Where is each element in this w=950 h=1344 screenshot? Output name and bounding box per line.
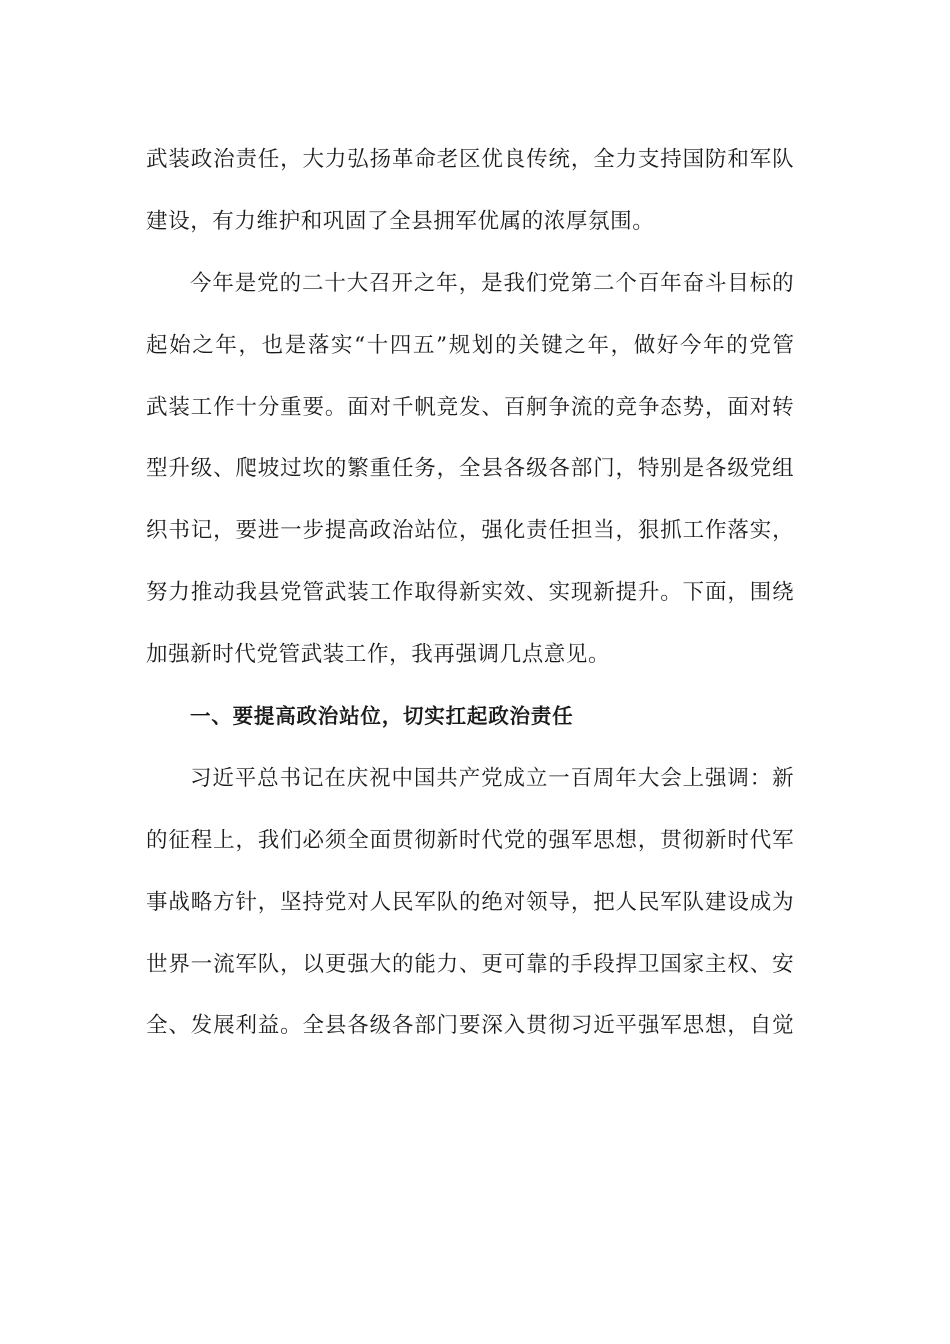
paragraph-line: 织 书 记 ， 要 进 一 步 提 高 政 治 站 位 ， 强 化 责 任 担 当 ， 狠 抓 工 作 落 实 ， bbox=[146, 518, 794, 544]
paragraph-line: 的 征 程 上 ， 我 们 必 须 全 面 贯 彻 新 时 代 党 的 强 军 思 想 ， 贯 彻 新 时 代 军 bbox=[146, 827, 794, 853]
paragraph-line: 今 年 是 党 的 二 十 大 召 开 之 年 ， 是 我 们 党 第 二 个 百 年 奋 斗 目 标 的 bbox=[190, 270, 794, 296]
paragraph-line: 起 始 之 年 ， 也 是 落 实 “ 十 四 五 ” 规 划 的 关 键 之 年 ， 做 好 今 年 的 党 管 bbox=[146, 332, 794, 358]
paragraph-line: 世 界 一 流 军 队 ， 以 更 强 大 的 能 力 、 更 可 靠 的 手 段 捍 卫 国 家 主 权 、 安 bbox=[146, 951, 794, 977]
paragraph-line: 建设，有力维护和巩固了全县拥军优属的浓厚氛围。 bbox=[146, 208, 655, 234]
paragraph-line: 全 、 发 展 利 益 。 全 县 各 级 各 部 门 要 深 入 贯 彻 习 近 平 强 军 思 想 ， 自 觉 bbox=[146, 1013, 794, 1039]
paragraph-line: 武 装 工 作 十 分 重 要 。 面 对 千 帆 竞 发 、 百 舸 争 流 的 竞 争 态 势 ， 面 对 转 bbox=[146, 394, 794, 420]
document-body bbox=[146, 129, 794, 1057]
paragraph-line: 习 近 平 总 书 记 在 庆 祝 中 国 共 产 党 成 立 一 百 周 年 大 会 上 强 调 ： 新 bbox=[190, 765, 794, 791]
paragraph-line: 武 装 政 治 责 任 ， 大 力 弘 扬 革 命 老 区 优 良 传 统 ， 全 力 支 持 国 防 和 军 队 bbox=[146, 147, 794, 172]
paragraph-line: 事 战 略 方 针 ， 坚 持 党 对 人 民 军 队 的 绝 对 领 导 ， 把 人 民 军 队 建 设 成 为 bbox=[146, 889, 794, 915]
section-heading: 一、要提高政治站位，切实扛起政治责任 bbox=[190, 704, 574, 729]
paragraph-line: 努 力 推 动 我 县 党 管 武 装 工 作 取 得 新 实 效 、 实 现 新 提 升 。 下 面 ， 围 绕 bbox=[146, 580, 794, 606]
paragraph-line: 加强新时代党管武装工作，我再强调几点意见。 bbox=[146, 642, 611, 668]
paragraph-line: 型 升 级 、 爬 坡 过 坎 的 繁 重 任 务 ， 全 县 各 级 各 部 门 ， 特 别 是 各 级 党 组 bbox=[146, 456, 794, 482]
